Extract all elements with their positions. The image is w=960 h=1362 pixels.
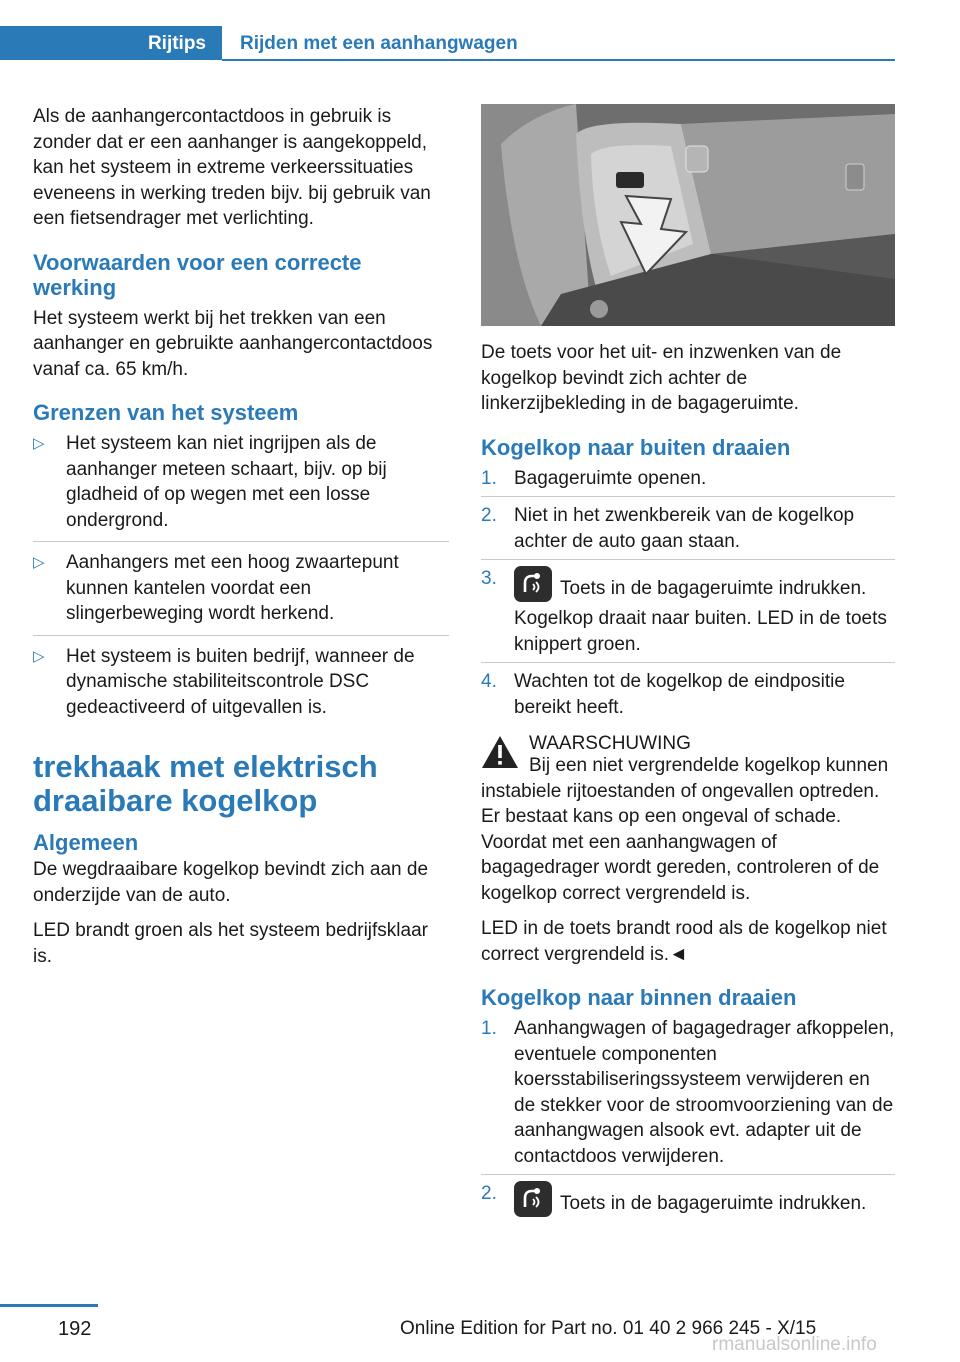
heading-general: Algemeen: [33, 830, 139, 855]
luggage-compartment-photo: [481, 104, 895, 326]
edition-note: Online Edition for Part no. 01 40 2 966 245 - X/15: [400, 1318, 817, 1339]
page-number: 192: [58, 1318, 92, 1340]
left-column: [33, 104, 449, 979]
list-item: ▷ Aanhangers met een hoog zwaartepunt kunnen kantelen voordat een slingerbeweging wordt herkend.: [33, 550, 449, 636]
photo-caption: De toets voor het uit- en inzwenken van de kogelkop bevindt zich achter de linkerzijbekleding in de bagageruimte.: [481, 342, 842, 414]
section-tab: [0, 26, 222, 60]
section-label: Rijtips: [147, 33, 206, 54]
heading-conditions: Voorwaarden voor een correcte werking: [33, 249, 362, 300]
general-paragraph-1: De wegdraaibare kogelkop bevindt zich aan de onderzijde van de auto.: [33, 859, 429, 906]
header-rule: [222, 59, 895, 61]
warning-text-led: LED in de toets brandt rood als de kogelkop niet correct vergrendeld is.◄: [481, 918, 887, 965]
warning-title: WAARSCHUWING: [529, 733, 691, 754]
warning-block: [481, 731, 895, 771]
intro-paragraph: Als de aanhangercontactdoos in gebruik is zonder dat er een aanhanger is aangekoppeld, kan het systeem in extreme verkeerssituaties eveneens in werking treden bijv. bij gebruik van een fietsendrager met verlichting.: [33, 106, 431, 229]
list-item: 1. Bagageruimte openen.: [481, 466, 895, 498]
swing-out-steps: [481, 466, 895, 726]
triangle-bullet-icon: ▷: [33, 435, 45, 452]
chapter-title: Rijden met een aanhangwagen: [240, 33, 518, 54]
list-item: 1. Aanhangwagen of bagagedrager afkoppelen, eventuele componenten koersstabiliseringssysteem verwijderen en de stekker voor de stroomvoorziening van de aanhangwagen alsook evt. adapter uit de contactdoos verwijderen.: [481, 1016, 895, 1175]
list-item: 2. Toets in de bagageruimte indrukken.: [481, 1181, 895, 1222]
list-item: 2. Niet in het zwenkbereik van de kogelkop achter de auto gaan staan.: [481, 503, 895, 560]
tow-hitch-button-icon: [514, 1181, 552, 1217]
list-item: ▷ Het systeem kan niet ingrijpen als de aanhanger meteen schaart, bijv. op bij gladheid of op wegen met een losse ondergrond.: [33, 431, 449, 542]
heading-limits: Grenzen van het systeem: [33, 400, 299, 425]
heading-swing-in: Kogelkop naar binnen draaien: [481, 985, 797, 1010]
tow-hitch-button-icon: [514, 566, 552, 602]
watermark: rmanualsonline.info: [712, 1334, 877, 1355]
general-paragraph-2: LED brandt groen als het systeem bedrijfsklaar is.: [33, 920, 428, 967]
triangle-bullet-icon: ▷: [33, 554, 45, 571]
heading-swing-out: Kogelkop naar buiten draaien: [481, 434, 791, 460]
main-heading: trekhaak met elektrisch draaibare kogelkop: [33, 749, 378, 818]
running-header: [0, 26, 895, 60]
list-item: ▷ Het systeem is buiten bedrijf, wanneer de dynamische stabiliteitscontrole DSC gedeactiveerd of uitgevallen is.: [33, 645, 415, 718]
warning-triangle-icon: [481, 735, 519, 769]
limits-list: [33, 431, 449, 728]
swing-in-steps: [481, 1016, 895, 1222]
conditions-paragraph: Het systeem werkt bij het trekken van een aanhanger en gebruikte aanhangercontactdoos vanaf ca. 65 km/h.: [33, 307, 433, 380]
footer-rule: [0, 1304, 98, 1307]
warning-text: Bij een niet vergrendelde kogelkop kunnen instabiele rijtoestanden of ongevallen optreden. Er bestaat kans op een ongeval of schade. Voordat met een aanhangwagen of bagagedrager wordt gereden, controleren of de kogelkop correct vergrendeld is.: [481, 755, 889, 904]
list-item: 3. Toets in de bagageruimte indrukken. Kogelkop draait naar buiten. LED in de toets knippert groen.: [481, 566, 895, 663]
triangle-bullet-icon: ▷: [33, 647, 45, 665]
right-column: [481, 104, 895, 1228]
list-item: 4. Wachten tot de kogelkop de eindpositie bereikt heeft.: [481, 671, 845, 718]
